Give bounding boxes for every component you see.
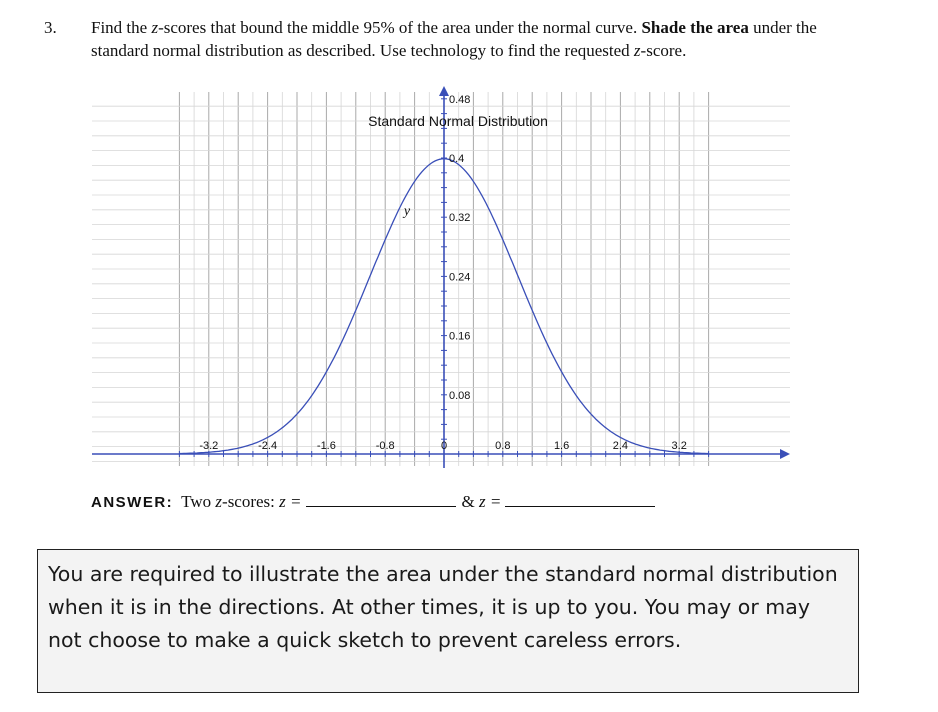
z-variable: z bbox=[151, 18, 159, 37]
y-tick-label: 0.4 bbox=[449, 153, 465, 165]
z-variable: z bbox=[633, 41, 641, 60]
problem-end: -score. bbox=[640, 41, 687, 60]
tick-labels bbox=[199, 94, 687, 452]
chart-title: Standard Normal Distribution bbox=[368, 113, 548, 129]
problem-middle: -scores that bound the middle 95% of the area under the normal curve. bbox=[158, 18, 642, 37]
y-tick-label: 0.32 bbox=[449, 212, 471, 225]
answer-text-mid: -scores: bbox=[222, 492, 275, 511]
x-tick-label: 0 bbox=[440, 440, 448, 452]
x-axis-arrow bbox=[780, 449, 790, 459]
problem-rest: under the standard normal distribution as described. Use technology to find the requested bbox=[91, 18, 817, 60]
y-axis-label: y bbox=[403, 204, 411, 219]
problem-number: 3. bbox=[44, 18, 57, 37]
answer-label: ANSWER: bbox=[91, 494, 174, 511]
x-tick-label: 3.2 bbox=[671, 440, 687, 452]
y-tick-label: 0.48 bbox=[449, 93, 471, 106]
answer-text-before: Two bbox=[181, 492, 216, 511]
problem-intro: Find the bbox=[91, 18, 152, 37]
x-tick-label: 0.8 bbox=[495, 440, 511, 452]
z-equals-label-2: z = bbox=[478, 492, 502, 511]
answer-blank-2[interactable] bbox=[505, 492, 655, 507]
z-variable: z bbox=[215, 492, 223, 511]
axes bbox=[92, 86, 790, 468]
y-axis-arrow bbox=[439, 86, 449, 96]
x-tick-label: 2.4 bbox=[612, 440, 629, 452]
x-tick-label: -1.6 bbox=[316, 440, 336, 452]
note-box: You are required to illustrate the area under the standard normal distribution when it is in the directions. At other times, it is up to you. You may or may not choose to make a quick sketch to prevent careless errors. bbox=[37, 549, 859, 693]
z-equals-label-1: z = bbox=[279, 492, 302, 511]
x-tick-label: -2.4 bbox=[258, 440, 278, 452]
x-tick-label: -3.2 bbox=[199, 440, 219, 452]
y-tick-label: 0.24 bbox=[449, 271, 471, 284]
x-tick-label: -0.8 bbox=[375, 440, 395, 452]
y-tick-label: 0.16 bbox=[449, 330, 471, 343]
x-tick-label: 1.6 bbox=[553, 440, 570, 452]
answer-blank-1[interactable] bbox=[306, 492, 456, 507]
problem-bold-instruction: Shade the area bbox=[641, 18, 749, 37]
answer-line bbox=[91, 492, 661, 512]
ampersand: & bbox=[461, 492, 475, 511]
y-tick-label: 0.08 bbox=[449, 389, 471, 402]
